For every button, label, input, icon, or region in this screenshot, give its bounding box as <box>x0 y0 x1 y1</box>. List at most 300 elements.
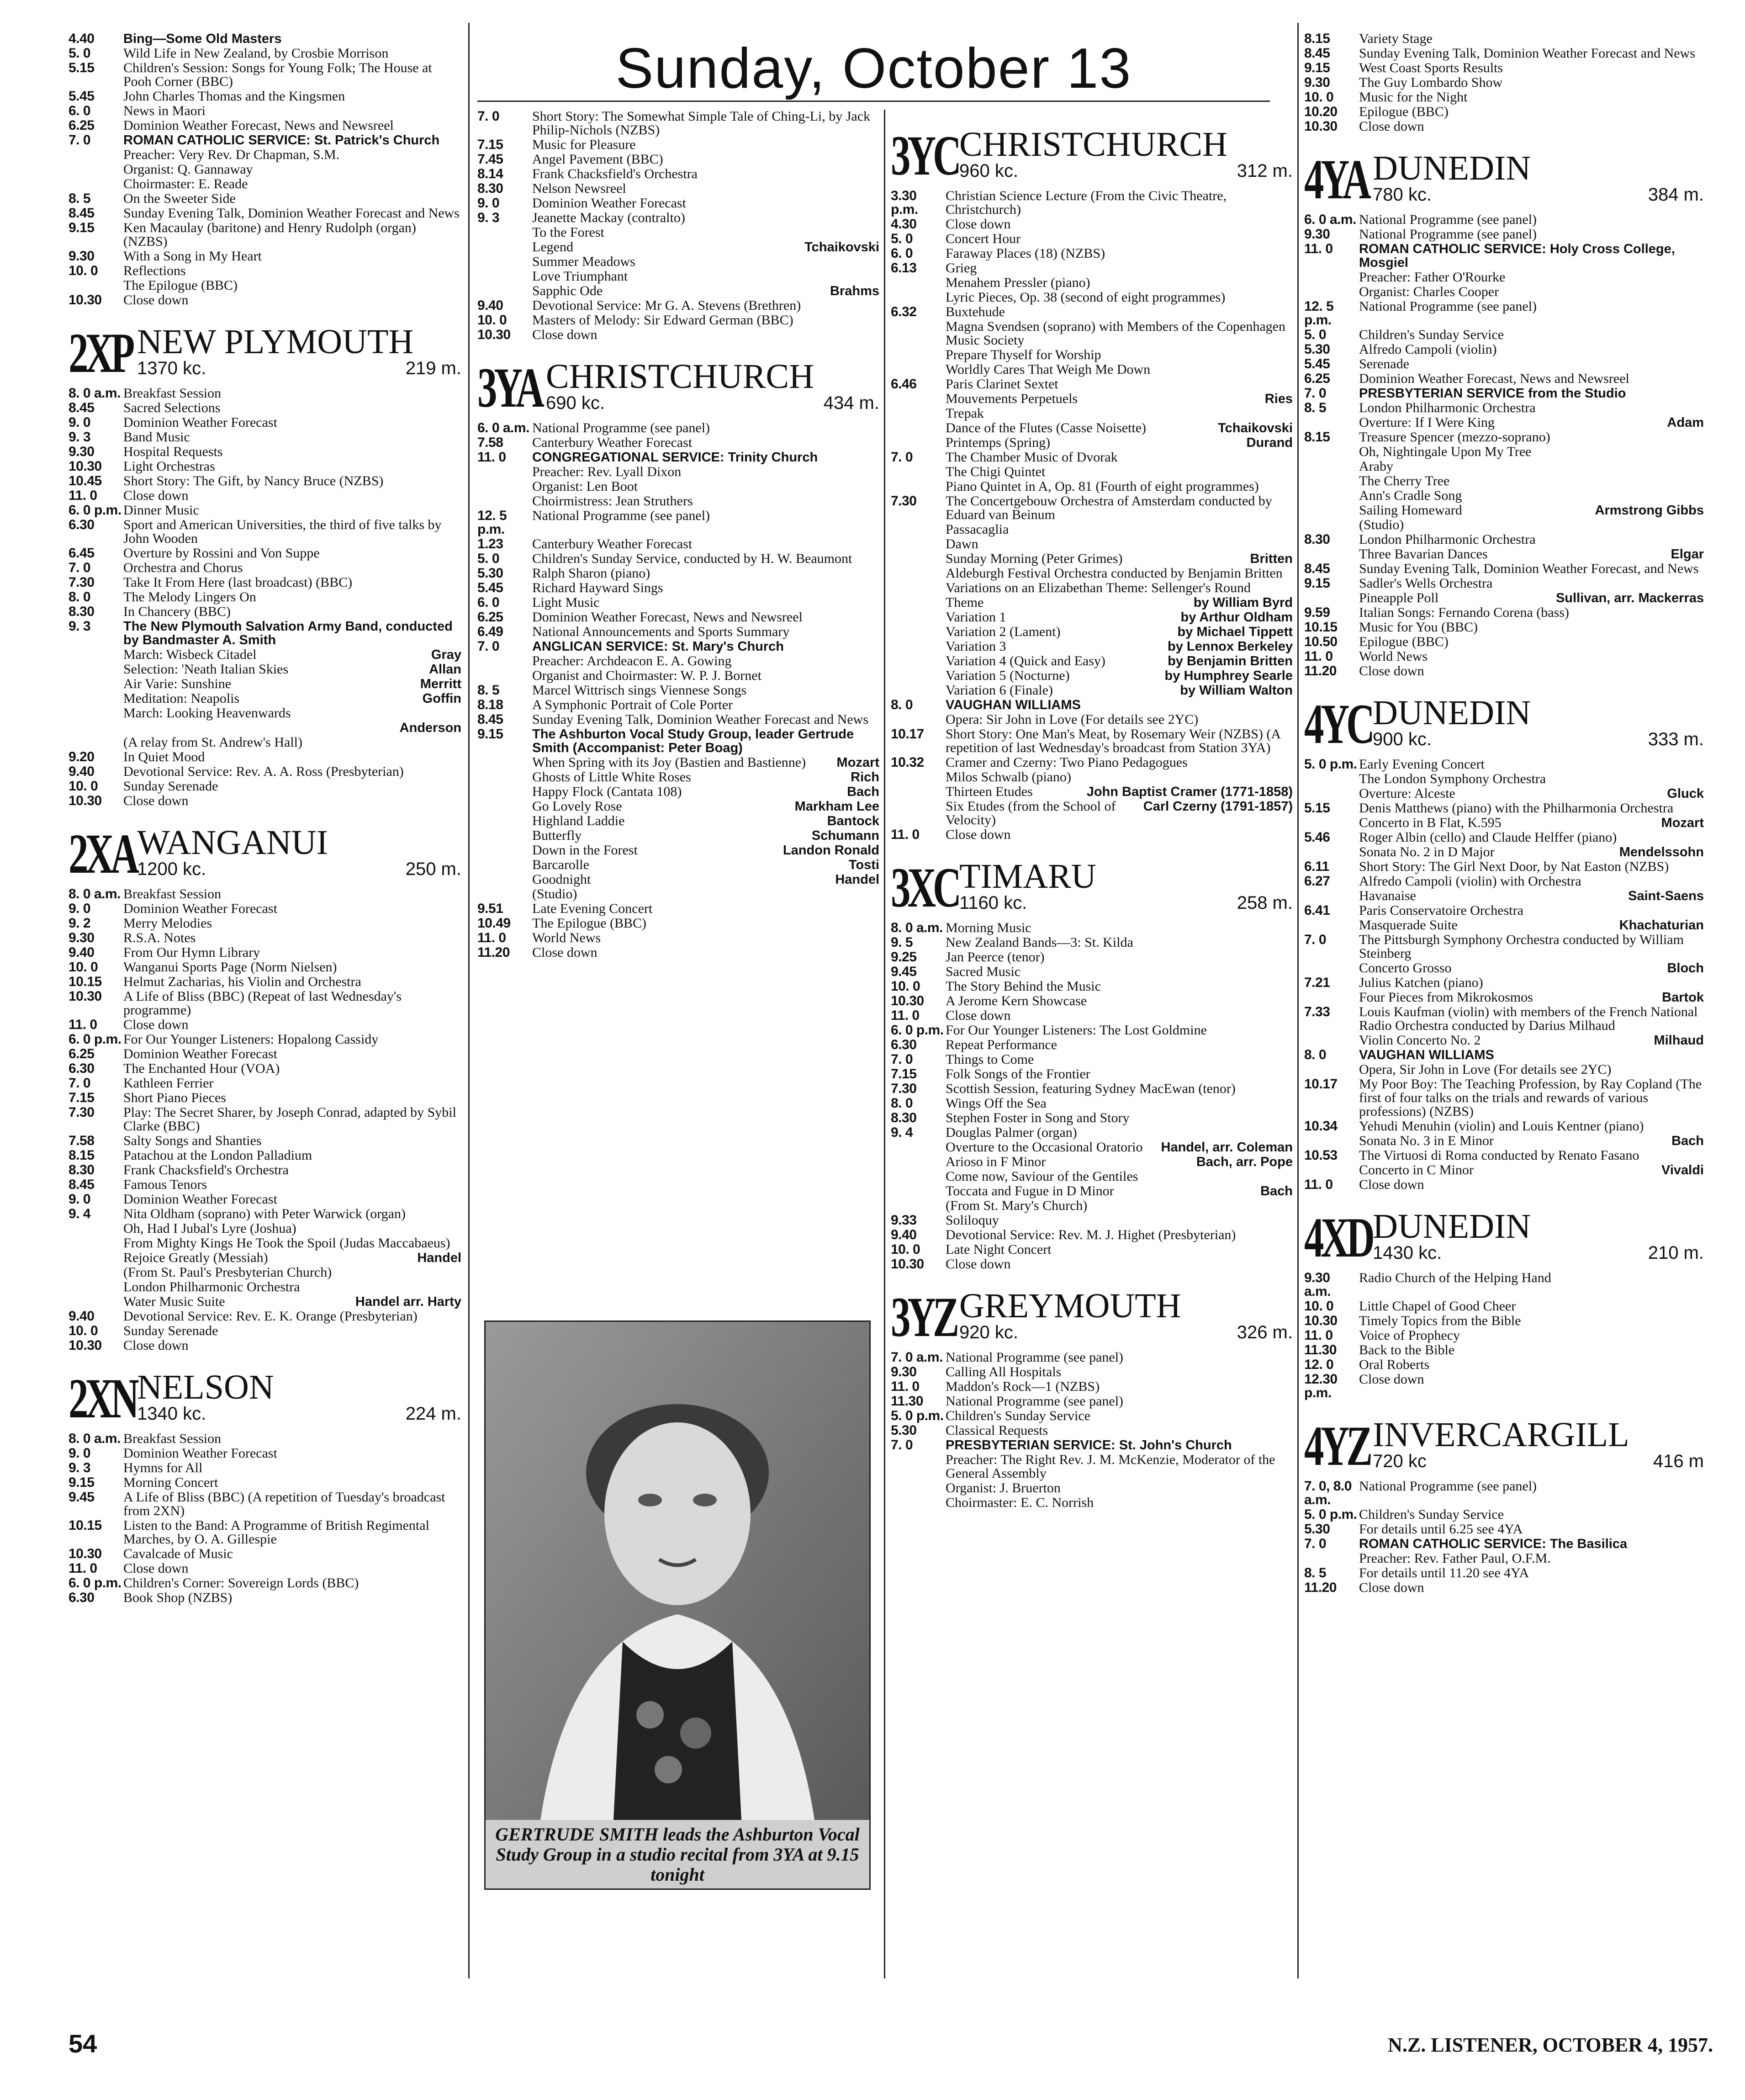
station-frequency-row <box>1373 1451 1704 1471</box>
programme-title: Dominion Weather Forecast <box>123 415 277 430</box>
programme-title: Breakfast Session <box>123 386 222 401</box>
programme-time: 6.25 <box>477 610 503 625</box>
programme-title: Faraway Places (18) (NZBS) <box>946 246 1105 261</box>
programme-listing <box>1304 620 1704 634</box>
programme-listing <box>477 328 879 342</box>
programme-detail <box>891 523 1293 536</box>
programme-title: In Chancery (BBC) <box>123 604 231 619</box>
programme-detail <box>1304 504 1704 517</box>
programme-listing <box>69 148 461 162</box>
programme-time: 5.30 <box>891 1423 917 1438</box>
programme-listing <box>477 436 879 450</box>
page-title: Sunday, October 13 <box>615 37 1132 100</box>
programme-title: Preacher: Rev. Father Paul, O.F.M. <box>1359 1551 1551 1566</box>
programme-listing <box>891 494 1293 522</box>
programme-detail <box>477 873 879 886</box>
station-header <box>1304 1206 1704 1269</box>
programme-listing <box>1304 518 1704 532</box>
programme-detail <box>891 480 1293 493</box>
programme-listing <box>1304 1063 1704 1077</box>
detail-title: Printemps (Spring) <box>946 435 1051 450</box>
programme-listing <box>69 445 461 459</box>
station-city: NEW PLYMOUTH <box>137 323 414 361</box>
programme-listing <box>69 1339 461 1352</box>
programme-listing <box>477 509 879 536</box>
programme-detail <box>1304 489 1704 503</box>
programme-title: Devotional Service: Mr G. A. Stevens (Brethren) <box>532 298 801 313</box>
programme-title: National Programme (see panel) <box>1359 227 1537 242</box>
programme-title: Sunday Serenade <box>123 1323 218 1338</box>
programme-title: Music for You (BBC) <box>1359 620 1478 635</box>
programme-time: 8. 0 a.m. <box>69 386 121 401</box>
programme-detail <box>1304 591 1704 605</box>
station-city: CHRISTCHURCH <box>546 357 814 396</box>
programme-title: Helmut Zacharias, his Violin and Orchestra <box>123 974 361 989</box>
programme-title: Ken Macaulay (baritone) and Henry Rudolph (organ) (NZBS) <box>123 220 416 249</box>
programme-time: 8. 0 <box>1304 1047 1327 1062</box>
detail-title: Six Etudes (from the School of Velocity) <box>946 799 1116 827</box>
programme-time: 11. 0 <box>69 1561 97 1576</box>
programme-title: Variations on an Elizabethan Theme: Sellenger's Round <box>946 580 1251 595</box>
detail-composer: Gluck <box>1667 786 1704 801</box>
programme-title: National Programme (see panel) <box>532 420 710 435</box>
programme-time: 7. 0 <box>69 1076 91 1091</box>
programme-time: 5.45 <box>69 89 95 104</box>
programme-time: 9.15 <box>69 220 95 235</box>
programme-time: 9.33 <box>891 1213 917 1228</box>
station-name-block <box>137 1368 461 1424</box>
programme-time: 10.20 <box>1304 104 1338 119</box>
programme-time: 7.15 <box>69 1090 95 1105</box>
programme-title: Listen to the Band: A Programme of British Regimental Marches, by O. A. Gillespie <box>123 1518 429 1547</box>
programme-listing <box>1304 1581 1704 1595</box>
detail-composer: Bach <box>1260 1184 1293 1198</box>
programme-time: 9. 4 <box>891 1125 913 1140</box>
programme-listing <box>1304 772 1704 786</box>
programme-title: Organist: J. Bruerton <box>946 1480 1061 1495</box>
programme-detail <box>891 291 1293 304</box>
programme-title: Wild Life in New Zealand, by Crosbie Morrison <box>123 46 389 61</box>
detail-title: Goodnight <box>532 872 591 887</box>
programme-title: National Programme (see panel) <box>1359 212 1537 227</box>
programme-time: 11.30 <box>891 1394 923 1409</box>
programme-time: 6.32 <box>891 304 917 319</box>
programme-title: Sport and American Universities, the third of five talks by John Wooden <box>123 517 442 546</box>
detail-title: Concerto in B Flat, K.595 <box>1359 815 1502 830</box>
programme-time: 9. 5 <box>891 935 913 950</box>
programme-listing <box>891 1424 1293 1437</box>
detail-composer: Durand <box>1246 435 1293 450</box>
programme-listing <box>891 965 1293 979</box>
detail-title: Passacaglia <box>946 522 1009 537</box>
station-city: DUNEDIN <box>1373 694 1531 732</box>
programme-detail <box>69 1222 461 1236</box>
programme-listing <box>1304 1552 1704 1565</box>
station-wavelength: 210 m. <box>1648 1243 1704 1263</box>
programme-listing <box>69 1490 461 1518</box>
programme-time: 5. 0 <box>891 231 913 246</box>
programme-time: 6.30 <box>69 1061 95 1076</box>
programme-time: 9. 3 <box>69 430 91 445</box>
detail-title: Come now, Saviour of the Gentiles <box>946 1169 1138 1184</box>
programme-time: 7. 0 <box>891 1437 913 1453</box>
column-1 <box>69 32 461 1896</box>
station-wavelength: 312 m. <box>1237 161 1293 181</box>
programme-time: 10.53 <box>1304 1148 1338 1163</box>
programme-title: Paris Conservatoire Orchestra <box>1359 903 1523 918</box>
detail-composer <box>456 1222 461 1236</box>
programme-listing <box>477 480 879 493</box>
programme-listing <box>69 1062 461 1076</box>
programme-title: Morning Music <box>946 920 1031 935</box>
detail-composer <box>874 226 879 239</box>
programme-time: 10.30 <box>69 793 102 808</box>
programme-listing <box>477 451 879 464</box>
programme-listing <box>477 211 879 225</box>
programme-title: Close down <box>1359 1372 1424 1387</box>
detail-composer <box>1287 348 1293 362</box>
programme-time: 11.20 <box>1304 663 1337 679</box>
station-heading-row <box>1304 1415 1704 1477</box>
programme-title: The Guy Lombardo Show <box>1359 75 1503 90</box>
programme-title: For Our Younger Listeners: Hopalong Cassidy <box>123 1032 379 1047</box>
detail-title: Overture: If I Were King <box>1359 415 1495 430</box>
programme-time: 10.15 <box>69 974 102 989</box>
programme-listing <box>891 247 1293 260</box>
programme-time: 5. 0 <box>69 46 91 61</box>
detail-composer: Adam <box>1667 415 1704 430</box>
programme-time: 11.30 <box>1304 1342 1337 1358</box>
programme-title: Music for the Night <box>1359 90 1468 105</box>
programme-listing <box>477 684 879 697</box>
programme-detail <box>891 421 1293 435</box>
programme-listing <box>69 1091 461 1105</box>
programme-time: 8.30 <box>477 181 503 196</box>
programme-title: A Jerome Kern Showcase <box>946 993 1087 1008</box>
programme-listing <box>1304 635 1704 649</box>
detail-title: Sonata No. 3 in E Minor <box>1359 1133 1494 1148</box>
programme-title: Alfredo Campoli (violin) <box>1359 342 1497 357</box>
programme-title: Breakfast Session <box>123 886 222 902</box>
programme-title: World News <box>532 930 601 945</box>
programme-time: 12. 5 p.m. <box>1304 299 1334 328</box>
programme-time: 9. 4 <box>69 1206 91 1221</box>
programme-listing <box>477 669 879 683</box>
detail-composer <box>1287 363 1293 377</box>
programme-time: 10.49 <box>477 916 511 931</box>
programme-title: National Programme (see panel) <box>532 508 710 523</box>
programme-title: Magna Svendsen (soprano) with Members of the Copenhagen Music Society <box>946 319 1285 348</box>
programme-title: Dinner Music <box>123 503 199 518</box>
station-frequency-row <box>959 893 1293 913</box>
programme-listing <box>69 1461 461 1475</box>
programme-time: 7.30 <box>891 1081 917 1096</box>
programme-time: 10.30 <box>1304 1313 1338 1328</box>
detail-composer: Handel arr. Harty <box>355 1294 461 1309</box>
programme-title: Roger Albin (cello) and Claude Helffer (piano) <box>1359 830 1617 845</box>
detail-title: Piano Quintet in A, Op. 81 (Fourth of eight programmes) <box>946 479 1259 494</box>
programme-time: 12.30 p.m. <box>1304 1372 1338 1400</box>
detail-composer: Ries <box>1264 392 1293 406</box>
programme-time: 7.30 <box>891 493 917 509</box>
programme-title: West Coast Sports Results <box>1359 60 1503 75</box>
programme-listing <box>69 61 461 89</box>
programme-time: 5.15 <box>69 60 95 75</box>
programme-listing <box>69 1432 461 1446</box>
programme-listing <box>69 1018 461 1032</box>
programme-listing <box>69 1280 461 1294</box>
detail-composer: Elgar <box>1671 547 1704 562</box>
detail-composer: Mendelssohn <box>1619 845 1704 859</box>
programme-listing <box>477 887 879 901</box>
programme-time: 7. 0 <box>1304 386 1327 401</box>
programme-listing <box>891 1243 1293 1257</box>
programme-listing <box>1304 1537 1704 1551</box>
programme-listing <box>1304 285 1704 299</box>
programme-listing <box>1304 1329 1704 1342</box>
programme-listing <box>891 1380 1293 1394</box>
programme-title: Preacher: Archdeacon E. A. Gowing <box>532 653 732 668</box>
programme-title: Angel Pavement (BBC) <box>532 152 663 167</box>
programme-listing <box>69 401 461 415</box>
programme-listing <box>891 1126 1293 1140</box>
station-frequency: 1430 kc. <box>1373 1243 1442 1263</box>
station-frequency-row <box>959 161 1293 181</box>
detail-title: Prepare Thyself for Worship <box>946 347 1101 362</box>
programme-listing <box>891 1481 1293 1495</box>
programme-title: Richard Hayward Sings <box>532 580 663 595</box>
programme-time: 5.30 <box>1304 1522 1330 1537</box>
programme-time: 10.30 <box>69 292 102 308</box>
programme-time: 9.15 <box>1304 576 1330 591</box>
station-header <box>477 356 879 419</box>
programme-time: 5. 0 p.m. <box>1304 1507 1357 1522</box>
programme-title: For Our Younger Listeners: The Lost Goldmine <box>946 1023 1207 1038</box>
programme-listing <box>477 196 879 210</box>
programme-title: The Epilogue (BBC) <box>532 916 646 931</box>
programme-listing <box>891 567 1293 580</box>
programme-title: PRESBYTERIAN SERVICE from the Studio <box>1359 386 1626 401</box>
programme-listing <box>477 713 879 727</box>
programme-title: Calling All Hospitals <box>946 1364 1062 1379</box>
programme-listing <box>477 465 879 479</box>
detail-title: Barcarolle <box>532 857 589 872</box>
programme-time: 6. 0 p.m. <box>69 1575 122 1591</box>
programme-title: Concert Hour <box>946 231 1021 246</box>
programme-time: 9.20 <box>69 749 95 764</box>
programme-listing <box>69 133 461 147</box>
station-heading-row <box>69 1367 461 1430</box>
station-name-block <box>137 823 461 879</box>
detail-title: Four Pieces from Mikrokosmos <box>1359 990 1533 1005</box>
programme-time: 6. 0 p.m. <box>69 1032 122 1047</box>
programme-listing <box>891 1199 1293 1213</box>
programme-listing <box>69 1134 461 1148</box>
programme-detail <box>1304 816 1704 830</box>
programme-title: Organist and Choirmaster: W. P. J. Bornet <box>532 668 761 683</box>
programme-time: 9. 0 <box>69 415 91 430</box>
station-header <box>1304 693 1704 755</box>
programme-title: Close down <box>532 945 598 960</box>
programme-detail <box>891 669 1293 683</box>
programme-title: Dominion Weather Forecast, News and Newsreel <box>123 118 394 133</box>
station-frequency-row <box>137 1404 461 1424</box>
programme-listing <box>891 1214 1293 1227</box>
detail-composer: Vivaldi <box>1661 1163 1704 1177</box>
programme-listing <box>69 1519 461 1546</box>
page-number: 54 <box>69 2029 97 2058</box>
programme-listing <box>477 299 879 313</box>
programme-listing <box>69 605 461 619</box>
programme-listing <box>1304 976 1704 990</box>
programme-title: For details until 6.25 see 4YA <box>1359 1522 1523 1537</box>
programme-listing <box>69 1106 461 1133</box>
detail-title <box>123 721 394 735</box>
detail-composer: Markham Lee <box>794 799 879 814</box>
programme-title: Christian Science Lecture (From the Civic Theatre, Christchurch) <box>946 188 1227 217</box>
programme-title: A Symphonic Portrait of Cole Porter <box>532 697 733 712</box>
programme-time: 10.17 <box>1304 1077 1338 1092</box>
programme-time: 8. 5 <box>1304 400 1327 415</box>
detail-title: Ghosts of Little White Roses <box>532 769 691 785</box>
station-city: TIMARU <box>959 857 1096 896</box>
programme-time: 6.13 <box>891 260 917 276</box>
programme-detail <box>891 1140 1293 1154</box>
programme-time: 7. 0 <box>477 110 500 124</box>
programme-time: 9. 3 <box>69 619 91 634</box>
programme-title: Close down <box>123 488 189 503</box>
programme-listing <box>1304 562 1704 576</box>
programme-time: 11. 0 <box>891 827 920 842</box>
programme-time: 11. 0 <box>1304 1177 1333 1192</box>
programme-time: 12. 5 p.m. <box>477 508 507 537</box>
detail-title: Masquerade Suite <box>1359 917 1458 933</box>
programme-detail <box>891 552 1293 566</box>
programme-listing <box>891 980 1293 993</box>
programme-title: Maddon's Rock—1 (NZBS) <box>946 1379 1100 1394</box>
programme-title: In Quiet Mood <box>123 749 205 764</box>
programme-detail <box>69 677 461 691</box>
programme-title: The Pittsburgh Symphony Orchestra conducted by William Steinberg <box>1359 932 1684 961</box>
programme-detail <box>69 706 461 720</box>
programme-listing <box>1304 1373 1704 1400</box>
station-name-block <box>546 357 879 413</box>
programme-listing <box>69 1207 461 1221</box>
programme-detail <box>891 800 1293 827</box>
programme-time: 9. 0 <box>69 901 91 916</box>
programme-title: Jan Peerce (tenor) <box>946 949 1045 965</box>
station-name-block <box>137 325 461 378</box>
programme-title: Canterbury Weather Forecast <box>532 435 693 450</box>
programme-detail <box>891 654 1293 668</box>
detail-composer <box>1287 537 1293 551</box>
programme-listing <box>69 1310 461 1323</box>
programme-time: 8. 0 a.m. <box>69 1431 121 1446</box>
programme-title: National Programme (see panel) <box>946 1350 1124 1365</box>
detail-composer: Schumann <box>811 828 879 843</box>
programme-listing <box>69 620 461 647</box>
programme-time: 8.15 <box>1304 32 1330 46</box>
programme-detail <box>891 363 1293 377</box>
programme-listing <box>891 276 1293 290</box>
column-rule-3 <box>1297 23 1299 1978</box>
programme-listing <box>477 610 879 624</box>
programme-listing <box>69 931 461 945</box>
programme-time: 8. 5 <box>477 683 500 698</box>
programme-title: (Studio) <box>532 886 577 902</box>
programme-time: 9.45 <box>891 964 917 979</box>
programme-title: The Chamber Music of Dvorak <box>946 450 1118 465</box>
programme-detail <box>69 692 461 705</box>
programme-time: 10. 0 <box>69 1323 98 1338</box>
programme-listing <box>69 946 461 960</box>
programme-listing <box>1304 801 1704 815</box>
programme-listing <box>69 1077 461 1090</box>
station-code: 3XC <box>891 856 958 919</box>
programme-listing <box>1304 831 1704 844</box>
station-frequency-row <box>959 1322 1293 1342</box>
programme-listing <box>891 770 1293 784</box>
programme-time: 9.30 <box>69 249 95 264</box>
programme-title: Sacred Music <box>946 964 1021 979</box>
programme-title: Scottish Session, featuring Sydney MacEwan (tenor) <box>946 1081 1236 1096</box>
title-rule <box>477 101 1270 102</box>
programme-listing <box>69 576 461 589</box>
programme-title: Overture by Rossini and Von Suppe <box>123 546 320 561</box>
programme-title: Classical Requests <box>946 1423 1048 1438</box>
programme-time: 4.40 <box>69 32 95 46</box>
programme-listing <box>1304 343 1704 356</box>
programme-detail <box>891 407 1293 420</box>
programme-time: 7.21 <box>1304 975 1330 990</box>
programme-title: On the Sweeter Side <box>123 191 236 206</box>
programme-title: Variety Stage <box>1359 32 1433 46</box>
programme-listing <box>69 1324 461 1338</box>
programme-title: London Philharmonic Orchestra <box>123 1279 300 1294</box>
column-4 <box>1304 32 1704 1933</box>
programme-time: 6. 0 <box>891 246 913 261</box>
detail-title: Sunday Morning (Peter Grimes) <box>946 551 1123 566</box>
programme-time: 8.30 <box>891 1110 917 1125</box>
programme-title: Short Piano Pieces <box>123 1090 226 1105</box>
programme-title: VAUGHAN WILLIAMS <box>1359 1048 1494 1062</box>
programme-listing <box>1304 1566 1704 1580</box>
programme-title: Close down <box>123 1017 189 1032</box>
programme-listing <box>477 640 879 653</box>
detail-composer <box>1287 480 1293 493</box>
detail-title: Variation 2 (Lament) <box>946 624 1061 639</box>
programme-title: Short Story: The Somewhat Simple Tale of Ching-Li, by Jack Philip-Nichols (NZBS) <box>532 110 871 138</box>
programme-title: Things to Come <box>946 1052 1034 1067</box>
station-code: 4YC <box>1304 693 1372 755</box>
station-frequency: 1340 kc. <box>137 1404 206 1424</box>
programme-time: 7. 0, 8.0 a.m. <box>1304 1479 1352 1507</box>
programme-title: Hospital Requests <box>123 444 223 459</box>
programme-listing <box>69 590 461 604</box>
programme-title: The Ashburton Vocal Study Group, leader Gertrude Smith (Accompanist: Peter Boag) <box>532 727 854 755</box>
programme-title: Close down <box>1359 1580 1424 1595</box>
detail-composer: Tchaikovski <box>1218 421 1293 435</box>
programme-time: 8.14 <box>477 166 503 181</box>
programme-listing <box>69 1266 461 1279</box>
programme-detail <box>891 1184 1293 1198</box>
programme-time: 11. 0 <box>69 1017 97 1032</box>
programme-listing <box>1304 1480 1704 1507</box>
programme-listing <box>891 217 1293 231</box>
programme-title: ROMAN CATHOLIC SERVICE: The Basilica <box>1359 1537 1628 1551</box>
station-wavelength: 219 m. <box>405 358 461 378</box>
detail-title: Dawn <box>946 536 978 552</box>
